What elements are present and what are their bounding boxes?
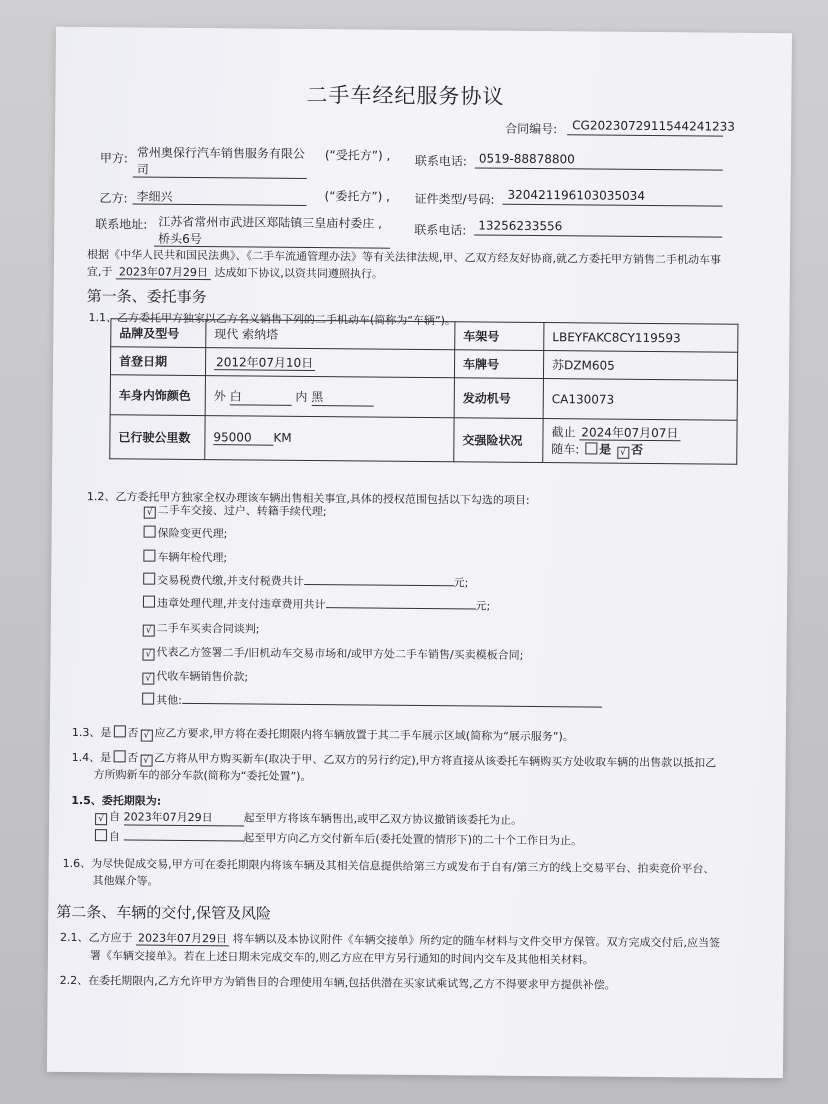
vin-label: 车架号: [455, 322, 544, 351]
option-collect-payment: √ 代收车辆销售价款;: [140, 668, 248, 686]
interior-color: 黑: [311, 388, 373, 407]
party-b-address-label: 联系地址:: [95, 217, 148, 232]
option-negotiation-checkbox: √: [143, 625, 155, 637]
term-row-1-checkbox: √: [95, 813, 107, 825]
option-other: 其他:: [140, 692, 602, 712]
clause-1-3-no-checkbox: √: [140, 730, 152, 742]
reg-date-cell: [205, 348, 454, 378]
color-cell: 外 白 内 黑: [205, 376, 454, 418]
option-transfer-checkbox: √: [144, 507, 156, 519]
party-b-name: 李细兴: [136, 189, 173, 204]
option-sign-contract: √ 代表乙方签署二手/旧机动车交易市场和/或甲方处二手车销售/买卖模板合同;: [140, 644, 523, 664]
exterior-color: 白: [230, 387, 292, 406]
insurance-until: 2024年07月07日: [579, 425, 680, 441]
party-a-label: 甲方:: [99, 151, 128, 166]
party-a-role: (“受托方”) ,: [324, 148, 391, 163]
clause-1-1: 1.1、乙方委托甲方独家以乙方名义销售下列的二手机动车(简称为“车辆”)。: [88, 311, 457, 328]
reg-date-label: 首登日期: [110, 347, 205, 376]
option-inspection-checkbox: [143, 550, 155, 562]
mileage-value: 95000: [213, 430, 273, 446]
clause-1-6-line2: 其他媒介等。: [92, 874, 159, 888]
section1-heading: 第一条、委托事务: [86, 287, 207, 307]
plate-label: 车牌号: [454, 350, 543, 379]
mileage-cell: 95000 KM: [205, 416, 454, 462]
agreement-date: 2023年07月29日: [116, 265, 211, 280]
party-b-label: 乙方:: [99, 191, 128, 206]
party-a-name-line1: 常州奥保行汽车销售服务有限公: [136, 145, 305, 161]
mileage-label: 已行驶公里数: [110, 415, 205, 460]
clause-2-1-line2: 署《车辆交接单》。若在上述日期未完成交车的,则乙方应在甲方另行通知的时间内交车及其他相关材料。: [89, 949, 594, 967]
preamble-line1: 根据《中华人民共和国民法典》、《二手车流通管理办法》等有关法律法规,甲、乙双方经友好协商,就乙方委托甲方销售二手机动车事: [86, 248, 722, 267]
clause-1-3: 1.3、是 否 √ 应乙方要求,甲方将在委托期限内将车辆放置于其二手车展示区域(简称为“展示服务”)。: [71, 725, 574, 744]
clause-1-4-yes-checkbox: [113, 750, 125, 762]
term-row-2: 自 起至甲方向乙方交付新车后(委托处置的情形下)的二十个工作日为止。: [93, 828, 582, 848]
contract-document: [47, 27, 792, 1078]
contract-no-value: CG2023072911544241233: [572, 118, 735, 134]
with-car-no-checkbox: √: [617, 446, 629, 458]
option-insurance-checkbox: [144, 526, 156, 538]
option-insurance: 保险变更代理;: [142, 525, 228, 542]
contract-no-label: 合同编号:: [505, 121, 558, 137]
term-row-1: √ 自 2023年07月29日 起至甲方将该车辆售出,或甲乙双方协议撤销该委托为止。: [93, 808, 522, 829]
option-tax: 交易税费代缴,并支付税费共计 元;: [141, 572, 468, 591]
clause-1-5-heading: 1.5、委托期限为:: [71, 793, 162, 808]
brand-label: 品牌及型号: [111, 319, 206, 348]
plate-value: 苏DZM605: [543, 351, 737, 381]
engine-value: CA130073: [543, 379, 737, 421]
clause-2-2: 2.2、在委托期限内,乙方允许甲方为销售目的合理使用车辆,包括供潜在买家试乘试驾,乙方不得要求甲方提供补偿。: [59, 973, 616, 992]
clause-2-1-line1: 2.1、乙方应于 2023年07月29日 将车辆以及本协议附件《车辆交接单》所约定的随车材料与文件交甲方保管。双方完成交付后,应当签: [60, 930, 721, 950]
document-title: 二手车经纪服务协议: [306, 82, 505, 109]
term-row-2-checkbox: [95, 829, 107, 841]
section2-heading: 第二条、车辆的交付,保管及风险: [56, 902, 272, 923]
party-b-id-label: 证件类型/号码:: [414, 191, 495, 207]
party-b-role: (“委托方”) ,: [324, 189, 391, 204]
party-a-phone: 0519-88878800: [478, 151, 575, 167]
insurance-label: 交强险状况: [454, 418, 543, 463]
option-violation-checkbox: [143, 596, 155, 608]
vin-value: LBEYFAKC8CY119593: [544, 323, 738, 353]
option-transfer: √ 二手车交接、过户、转籍手续代理;: [142, 502, 327, 521]
brand-value: 现代 索纳塔: [206, 320, 455, 350]
party-a-name-line2: 司: [136, 162, 149, 177]
with-car-yes-checkbox: [585, 442, 597, 454]
party-b-phone-label: 联系电话:: [414, 222, 467, 238]
clause-1-4-no-checkbox: √: [140, 755, 152, 767]
clause-1-4-line2: 方所购新车的部分车款(简称为“委托处置”)。: [93, 768, 312, 784]
option-other-checkbox: [142, 693, 154, 705]
color-label: 车身内饰颜色: [110, 375, 205, 416]
preamble-line2: 宜,于 2023年07月29日 达成如下协议,以资共同遵照执行。: [86, 265, 383, 281]
delivery-date: 2023年07月29日: [136, 932, 229, 947]
option-sign-contract-checkbox: √: [142, 649, 154, 661]
option-inspection: 车辆年检代理;: [141, 549, 227, 566]
insurance-cell: 截止 2024年07月07日 随车: 是 √ 否: [543, 419, 737, 465]
party-a-phone-label: 联系电话:: [414, 153, 467, 169]
clause-1-3-yes-checkbox: [113, 725, 125, 737]
reg-date-value: 2012年07月10日: [214, 355, 315, 371]
party-b-address-line1: 江苏省常州市武进区郑陆镇三皇庙村委庄 ,: [158, 214, 383, 231]
option-collect-payment-checkbox: √: [142, 673, 154, 685]
option-violation: 违章处理代理,并支付违章费用共计 元;: [141, 595, 490, 614]
clause-1-2: 1.2、乙方委托甲方独家全权办理该车辆出售相关事宜,具体的授权范围包括以下勾选的项目:: [86, 490, 530, 507]
option-tax-checkbox: [143, 573, 155, 585]
party-b-id-value: 320421196103035034: [507, 187, 646, 203]
engine-label: 发动机号: [454, 378, 543, 419]
party-b-address-line2: 桥头6号: [158, 231, 202, 247]
clause-1-6-line1: 1.6、为尽快促成交易,甲方可在委托期限内将该车辆及其相关信息提供给第三方或发布于自有/第三方的线上交易平台、拍卖竞价平台、: [62, 856, 715, 876]
term-start-date: 2023年07月29日: [124, 808, 244, 826]
vehicle-table: [109, 318, 738, 464]
option-negotiation: √ 二手车买卖合同谈判;: [141, 620, 260, 638]
party-b-phone: 13256233556: [478, 218, 563, 234]
clause-1-4: 1.4、是 否 √ 乙方将从甲方购买新车(取决于甲、乙双方的另行约定),甲方将直接从该委托车辆购买方处收取车辆的出售款以抵扣乙: [71, 750, 717, 770]
